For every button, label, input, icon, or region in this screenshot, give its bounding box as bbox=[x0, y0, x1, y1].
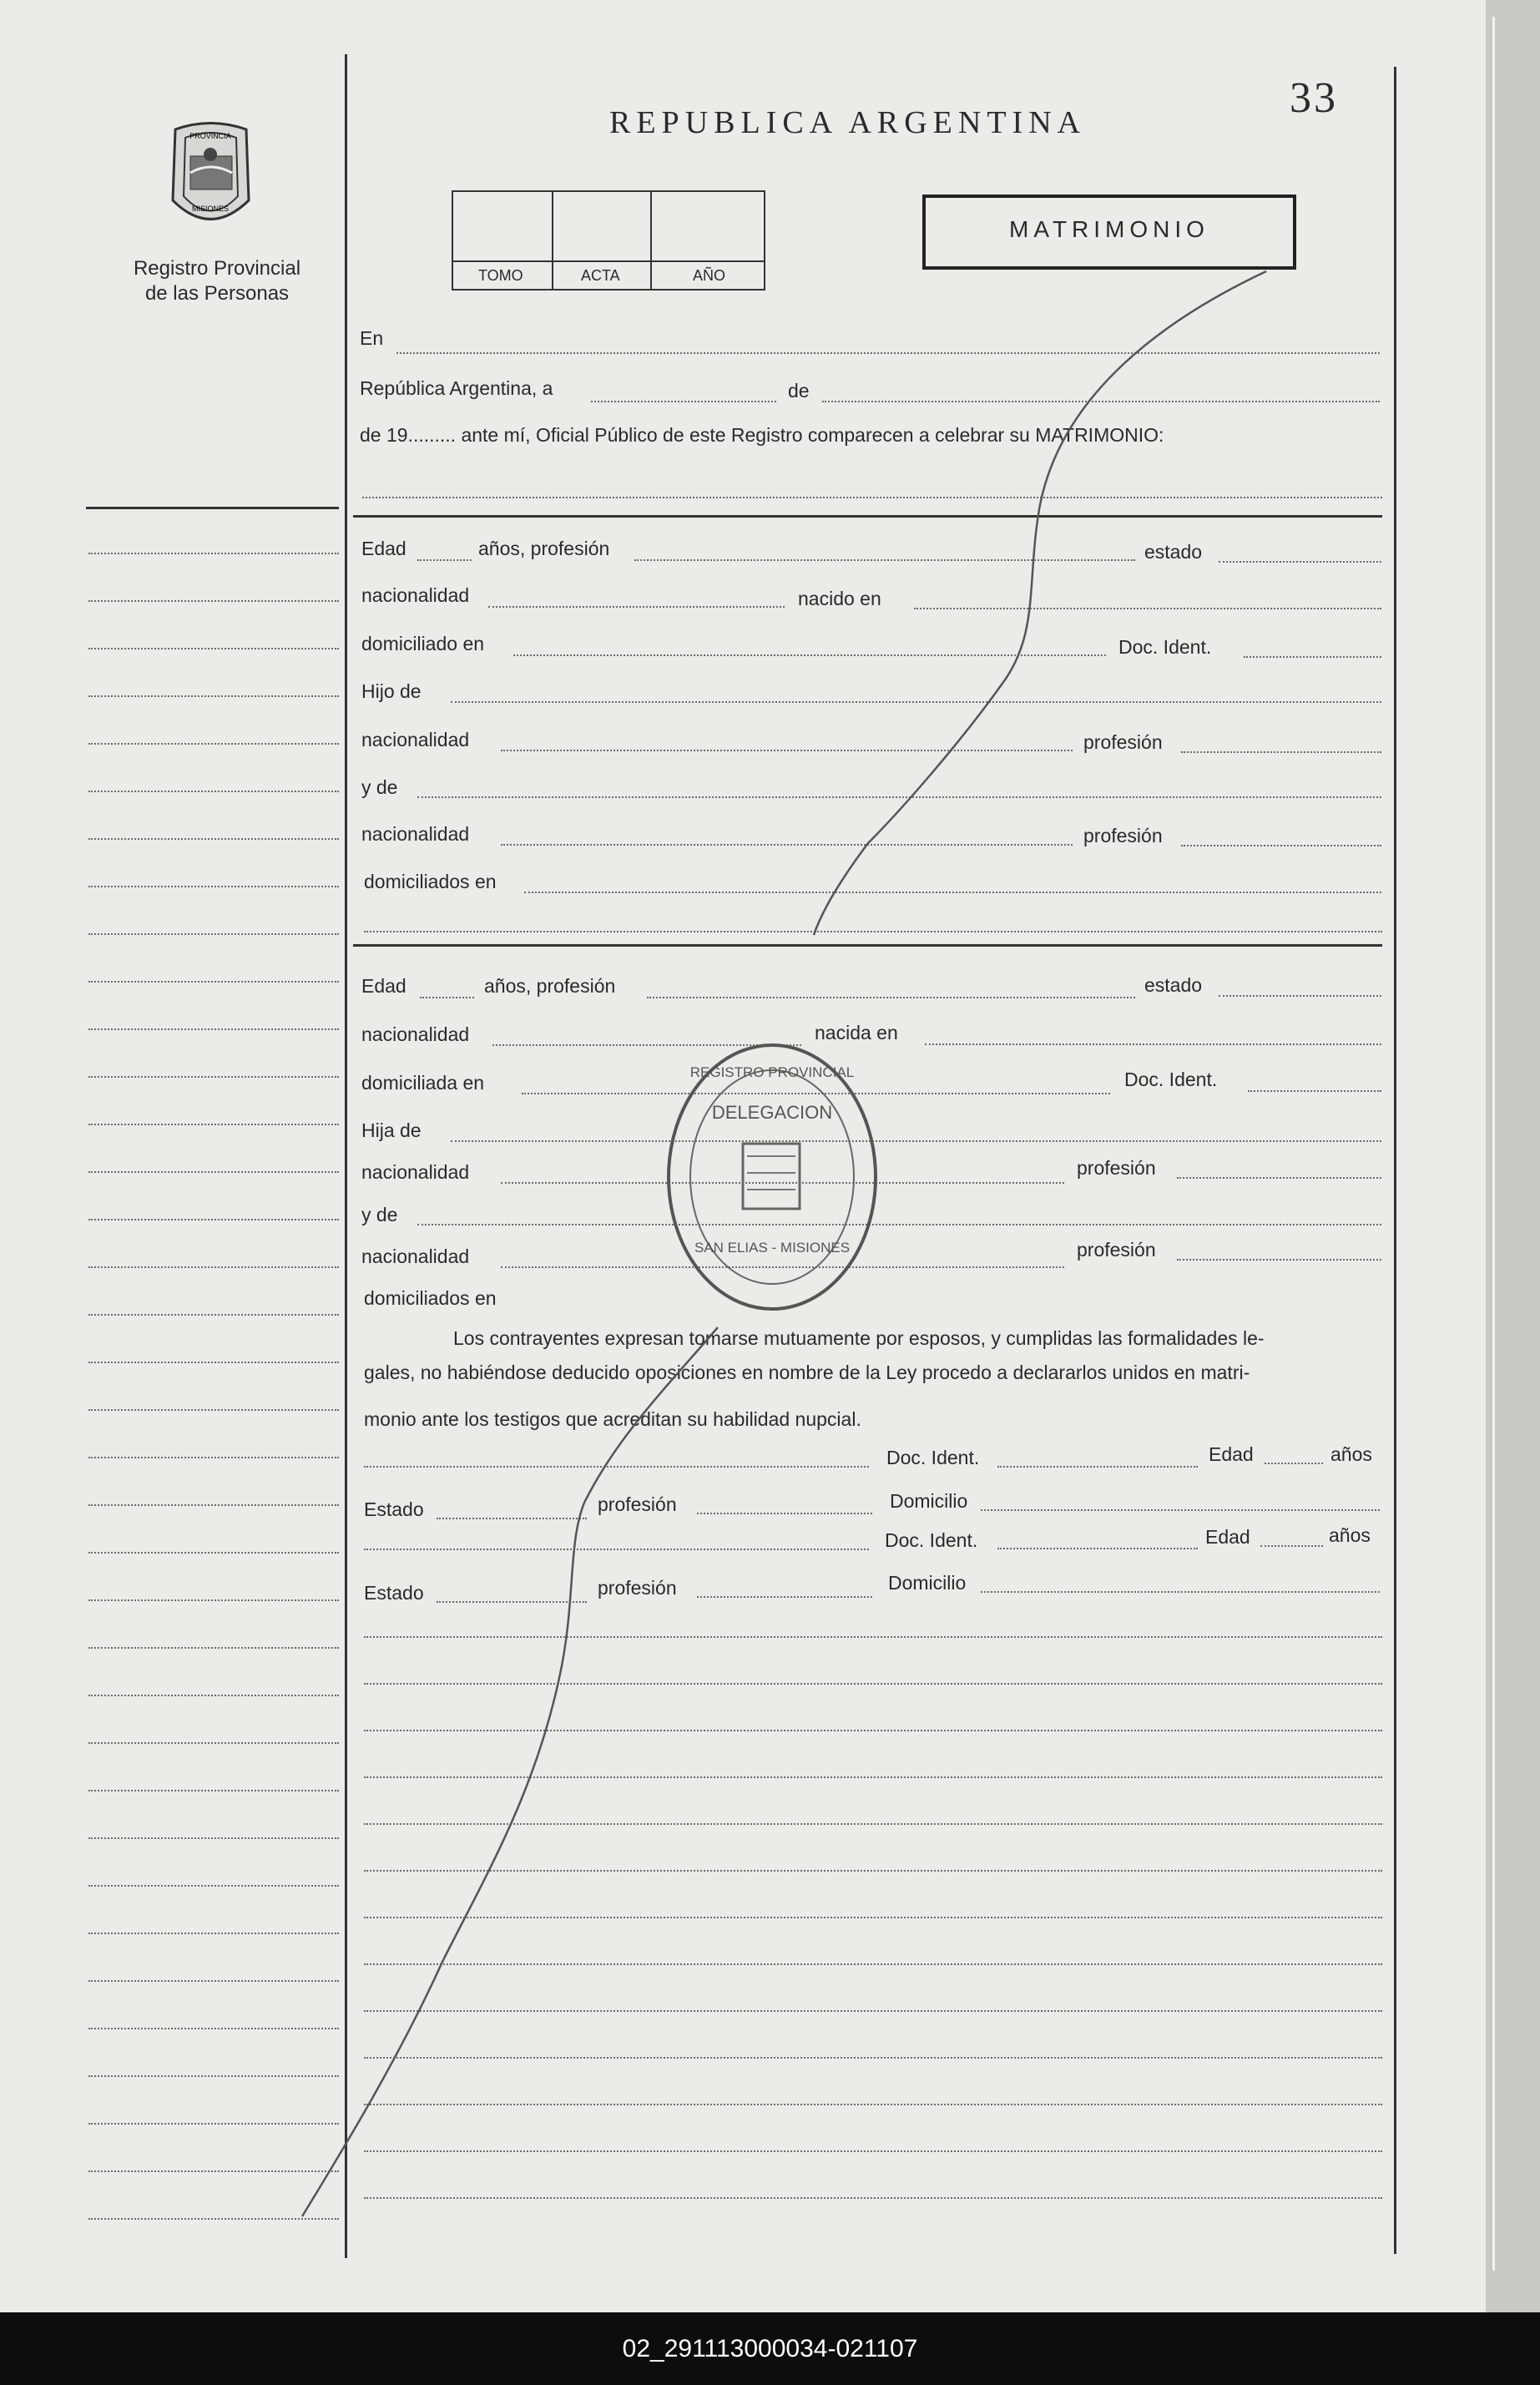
witness2-domicilio-label: Domicilio bbox=[888, 1572, 967, 1594]
anio-label: AÑO bbox=[693, 267, 726, 284]
svg-text:DELEGACION: DELEGACION bbox=[711, 1102, 833, 1123]
image-id-footer: 02_291113000034-021107 bbox=[0, 2312, 1540, 2385]
groom-nacionalidad2-label: nacionalidad bbox=[361, 729, 470, 750]
svg-text:MISIONES: MISIONES bbox=[191, 205, 230, 213]
groom-hijo-label: Hijo de bbox=[361, 680, 422, 702]
bride-domiciliados-label: domiciliados en bbox=[364, 1287, 497, 1309]
groom-nacionalidad-label: nacionalidad bbox=[361, 584, 470, 606]
tomo-label: TOMO bbox=[478, 267, 523, 284]
witness1-anios-label: años bbox=[1330, 1443, 1372, 1465]
intro-republica-label: República Argentina, a bbox=[360, 377, 553, 399]
bride-nacida-label: nacida en bbox=[815, 1022, 898, 1043]
intro-line3: de 19......... ante mí, Oficial Público de este Registro comparecen a celebrar su MATRIMONIO: bbox=[360, 424, 1164, 446]
bride-nacionalidad-label: nacionalidad bbox=[361, 1023, 470, 1045]
bride-nacionalidad2-label: nacionalidad bbox=[361, 1161, 470, 1183]
bride-domiciliada-label: domiciliada en bbox=[361, 1072, 485, 1094]
witness2-anios-label: años bbox=[1329, 1524, 1371, 1546]
bride-doc-label: Doc. Ident. bbox=[1124, 1069, 1218, 1090]
witness1-estado-label: Estado bbox=[364, 1498, 424, 1520]
registry-line1: Registro Provincial bbox=[133, 257, 301, 280]
svg-text:PROVINCIA: PROVINCIA bbox=[189, 132, 231, 140]
declaration-line3: monio ante los testigos que acreditan su habilidad nupcial. bbox=[364, 1408, 861, 1430]
intro-en-label: En bbox=[360, 327, 384, 349]
bride-edad-label: Edad bbox=[361, 975, 406, 997]
witness1-profesion-label: profesión bbox=[598, 1493, 677, 1515]
folio-number: 33 bbox=[1290, 74, 1338, 122]
svg-text:SAN ELIAS - MISIONES: SAN ELIAS - MISIONES bbox=[694, 1240, 851, 1256]
groom-domiciliados-label: domiciliados en bbox=[364, 871, 497, 892]
groom-doc-label: Doc. Ident. bbox=[1118, 636, 1212, 658]
groom-anios-profesion-label: años, profesión bbox=[478, 538, 610, 559]
bride-profesion1-label: profesión bbox=[1077, 1157, 1156, 1179]
bride-anios-profesion-label: años, profesión bbox=[484, 975, 616, 997]
groom-edad-label: Edad bbox=[361, 538, 406, 559]
witness1-doc-label: Doc. Ident. bbox=[886, 1447, 980, 1468]
groom-profesion2-label: profesión bbox=[1083, 825, 1163, 846]
bride-y-de-label: y de bbox=[361, 1204, 398, 1225]
registry-line2: de las Personas bbox=[144, 282, 290, 305]
bride-nacionalidad3-label: nacionalidad bbox=[361, 1246, 470, 1267]
intro-de-label: de bbox=[788, 380, 810, 402]
witness1-domicilio-label: Domicilio bbox=[890, 1490, 968, 1512]
declaration-line1: Los contrayentes expresan tomarse mutuamente por esposos, y cumplidas las formalidades le- bbox=[453, 1327, 1265, 1349]
witness2-estado-label: Estado bbox=[364, 1582, 424, 1604]
acta-label: ACTA bbox=[581, 267, 620, 284]
country-title: REPUBLICA ARGENTINA bbox=[609, 105, 1087, 140]
groom-estado-label: estado bbox=[1144, 541, 1203, 563]
bride-hija-label: Hija de bbox=[361, 1119, 422, 1141]
witness2-edad-label: Edad bbox=[1205, 1526, 1250, 1548]
witness2-profesion-label: profesión bbox=[598, 1577, 677, 1599]
groom-domiciliado-label: domiciliado en bbox=[361, 633, 485, 654]
groom-nacionalidad3-label: nacionalidad bbox=[361, 823, 470, 845]
declaration-line2: gales, no habiéndose deducido oposiciones en nombre de la Ley procedo a declararlos unidos en matri- bbox=[364, 1362, 1250, 1383]
witness1-edad-label: Edad bbox=[1209, 1443, 1254, 1465]
groom-profesion1-label: profesión bbox=[1083, 731, 1163, 753]
svg-text:REGISTRO PROVINCIAL: REGISTRO PROVINCIAL bbox=[689, 1064, 855, 1080]
witness2-doc-label: Doc. Ident. bbox=[885, 1529, 978, 1551]
page-edge bbox=[1486, 0, 1540, 2312]
bride-estado-label: estado bbox=[1144, 974, 1203, 996]
groom-nacido-label: nacido en bbox=[798, 588, 881, 609]
bride-profesion2-label: profesión bbox=[1077, 1239, 1156, 1261]
record-type-label: MATRIMONIO bbox=[1009, 216, 1209, 242]
groom-y-de-label: y de bbox=[361, 776, 398, 798]
